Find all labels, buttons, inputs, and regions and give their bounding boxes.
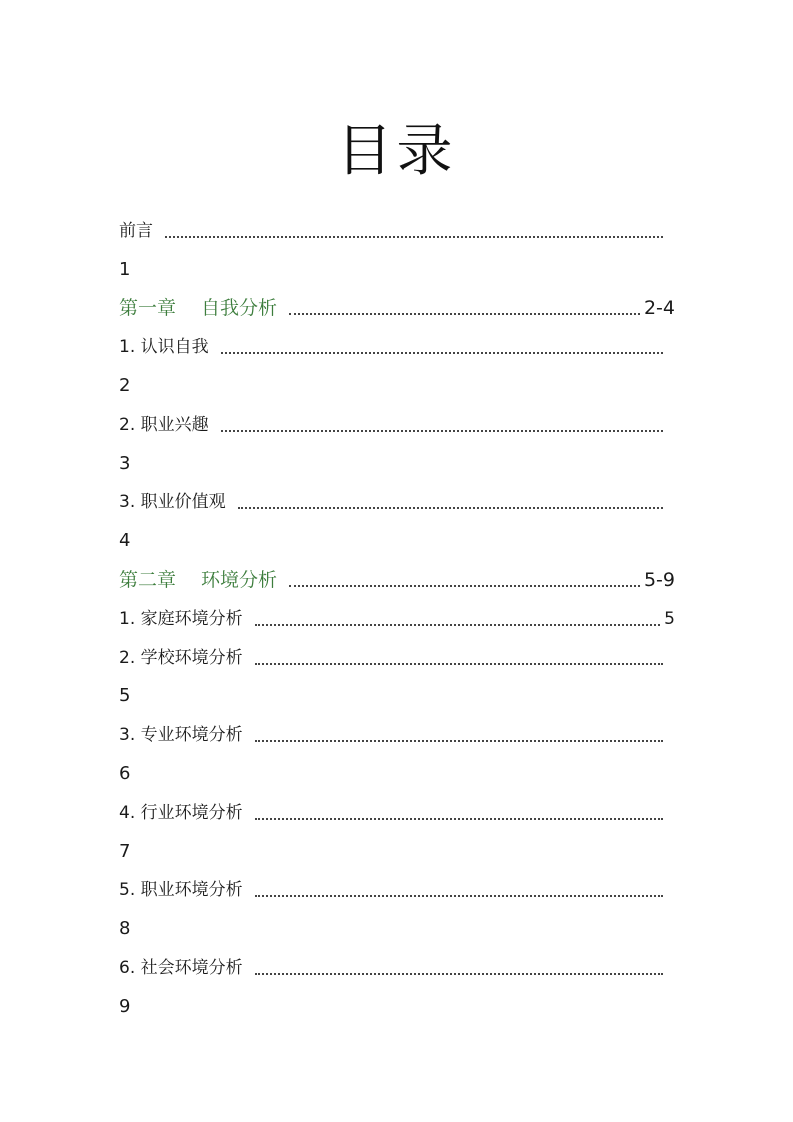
dot-leader: [255, 817, 663, 820]
dot-leader: [221, 429, 663, 432]
toc-page-number: 1: [119, 258, 131, 280]
toc-page-number: 5: [119, 685, 131, 707]
toc-chapter-entry[interactable]: [119, 553, 675, 592]
toc-entry-label: 前言: [119, 220, 153, 241]
toc-entry[interactable]: [119, 941, 675, 980]
toc-entry[interactable]: [119, 708, 675, 747]
toc-entry[interactable]: [119, 864, 675, 903]
toc-entry[interactable]: [119, 786, 675, 825]
toc-entry-label: 1. 家庭环境分析: [119, 608, 243, 629]
dot-leader: [165, 235, 663, 238]
toc-page-number: 9: [119, 995, 131, 1017]
toc-entry-label: 第一章 自我分析: [119, 297, 278, 320]
dot-leader: [255, 739, 663, 742]
toc-entry-label: 2. 职业兴趣: [119, 414, 209, 435]
toc-entry-label: 3. 职业价值观: [119, 492, 226, 513]
dot-leader: [255, 894, 663, 897]
toc-page-number: 6: [119, 762, 131, 784]
dot-leader: [255, 623, 661, 626]
toc-entry[interactable]: [119, 398, 675, 437]
toc-entry[interactable]: [119, 320, 675, 359]
toc-entry-label: 3. 专业环境分析: [119, 725, 243, 746]
toc-page-number: 7: [119, 840, 131, 862]
toc-entry[interactable]: [119, 631, 675, 670]
dot-leader: [289, 584, 640, 587]
dot-leader: [255, 972, 663, 975]
toc-entry-label: 4. 行业环境分析: [119, 802, 243, 823]
toc-page-number: 5-9: [643, 568, 675, 591]
toc-page-number: 8: [119, 918, 131, 940]
toc-entry-label: 2. 学校环境分析: [119, 647, 243, 668]
toc-entry[interactable]: [119, 592, 675, 631]
toc-list: [119, 204, 675, 1019]
toc-entry[interactable]: [119, 204, 675, 243]
dot-leader: [238, 506, 663, 509]
toc-page-number: 5: [664, 608, 675, 629]
toc-entry-label: 第二章 环境分析: [119, 568, 278, 591]
toc-page-number: 4: [119, 530, 131, 552]
toc-entry-label: 5. 职业环境分析: [119, 880, 243, 901]
toc-page-number: 3: [119, 452, 131, 474]
dot-leader: [289, 312, 640, 315]
toc-page-number: 2: [119, 374, 131, 396]
toc-chapter-entry[interactable]: [119, 282, 675, 321]
toc-page-number: 2-4: [643, 297, 675, 320]
toc-entry-label: 6. 社会环境分析: [119, 957, 243, 978]
dot-leader: [255, 662, 663, 665]
dot-leader: [221, 351, 663, 354]
toc-entry[interactable]: [119, 476, 675, 515]
toc-title: 目录: [336, 119, 457, 184]
toc-entry-label: 1. 认识自我: [119, 337, 209, 358]
